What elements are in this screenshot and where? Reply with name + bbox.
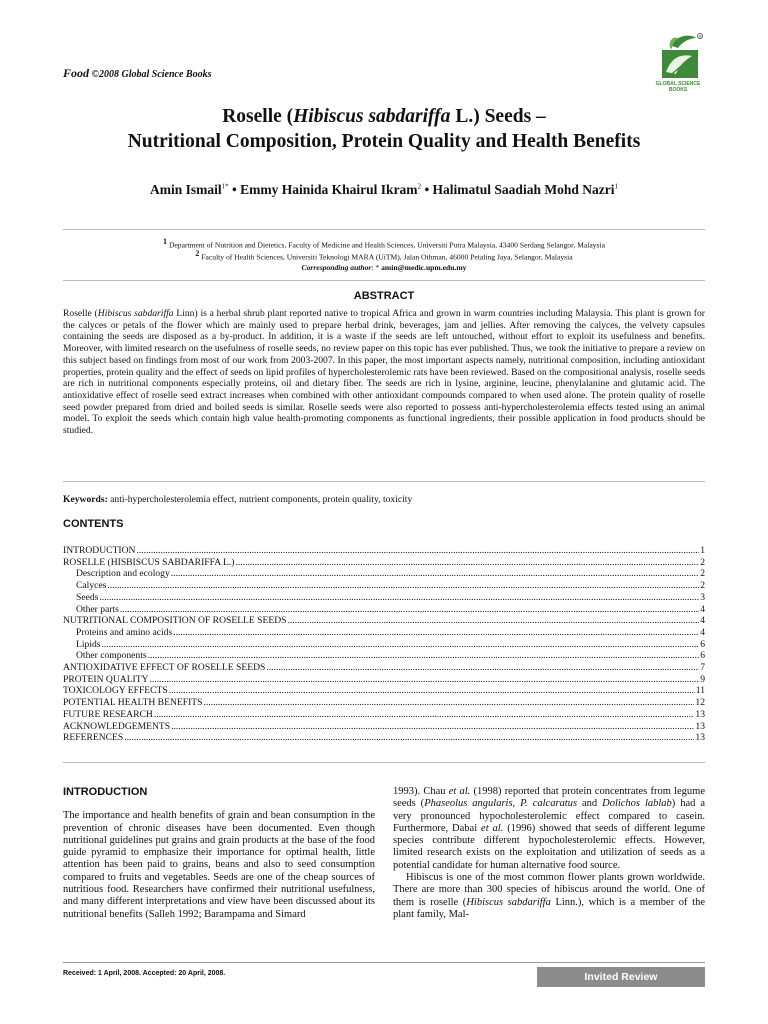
toc-entry[interactable]	[63, 604, 705, 616]
toc-page-number: 13	[695, 732, 705, 744]
publisher-logo	[652, 32, 704, 98]
toc-entry[interactable]	[63, 674, 705, 686]
toc-page-number: 4	[700, 626, 705, 638]
keywords: Keywords: anti-hypercholesterolemia effect, nutrient components, protein quality, toxicity	[63, 494, 413, 505]
toc-leader	[107, 580, 699, 592]
toc-entry[interactable]	[63, 592, 705, 604]
author-sup: 1	[614, 182, 618, 191]
toc-page-number: 11	[695, 685, 705, 697]
separator: •	[421, 182, 433, 197]
toc-entry[interactable]	[63, 697, 705, 709]
author: Halimatul Saadiah Mohd Nazri	[432, 182, 615, 197]
separator: •	[228, 182, 241, 197]
toc-leader	[266, 662, 699, 674]
copyright: ©2008 Global Science Books	[91, 69, 212, 80]
toc-leader	[154, 709, 695, 721]
toc-leader	[124, 732, 694, 744]
toc-entry[interactable]	[63, 639, 705, 651]
divider	[63, 762, 705, 763]
toc-leader	[99, 592, 699, 604]
toc-label: PROTEIN QUALITY	[63, 673, 149, 685]
toc-entry[interactable]	[63, 662, 705, 674]
affiliation: $^1$ Department of Nutrition and Dietetics, Faculty of Medicine and Health Sciences, Universiti Putra Malaysia, 43400 Serdang Selangor, Malaysia	[163, 237, 605, 250]
toc-page-number: 2	[700, 556, 705, 568]
toc-label: REFERENCES	[63, 732, 124, 744]
toc-leader	[171, 568, 699, 580]
toc-page-number: 7	[700, 662, 705, 674]
received-dates: Received: 1 April, 2008. Accepted: 20 April, 2008.	[63, 970, 226, 977]
journal-header	[63, 66, 211, 81]
invited-review-badge: Invited Review	[537, 967, 705, 987]
toc-label: Description and ecology	[76, 568, 170, 580]
toc-entry[interactable]	[63, 568, 705, 580]
toc-leader	[120, 604, 699, 616]
toc-page-number: 2	[700, 580, 705, 592]
svg-text:R: R	[698, 34, 702, 39]
toc-leader	[148, 650, 700, 662]
toc-leader	[169, 685, 695, 697]
toc-page-number: 6	[700, 650, 705, 662]
toc-label: FUTURE RESEARCH	[63, 708, 153, 720]
intro-paragraph: 1993). Chau et al. (1998) reported that protein concentrates from legume seeds (Phaseolus angularis, P. calcaratus and Dolichos lablab) had a very pronounced hypocholesterolemic effect compared to casein. Furthermore, Dabai et al. (1996) showed that seeds of different legume species contribute different hypocholesterolemic effects. However, limited research exists on the exploitation and utilization of seeds as a potential candidate for human alternative food source.	[393, 786, 705, 871]
toc-leader	[235, 557, 699, 569]
intro-column-right	[393, 786, 705, 921]
toc-entry[interactable]	[63, 732, 705, 744]
toc-label: Calyces	[76, 580, 107, 592]
divider	[63, 229, 705, 230]
toc-label: INTRODUCTION	[63, 545, 136, 556]
divider	[63, 280, 705, 281]
logo-text: GLOBAL SCIENCE BOOKS	[655, 81, 701, 93]
toc-label: ACKNOWLEDGEMENTS	[63, 720, 171, 732]
intro-paragraph: Hibiscus is one of the most common flower plants grown worldwide. There are more than 300 species of hibiscus around the world. One of them is roselle (Hibiscus sabdariffa Linn.), which is a member of the plant family, Mal-	[393, 872, 705, 920]
toc-page-number: 6	[700, 638, 705, 650]
toc-page-number: 12	[695, 697, 705, 709]
toc-entry[interactable]	[63, 627, 705, 639]
abstract-text: Roselle (Hibiscus sabdariffa Linn) is a herbal shrub plant reported native to tropical Africa and grown in warm countries including Malaysia. This plant is grown for the calyces or petals of the flower which are mainly used to prepare herbal drink, beverages, jam and jellies. After removing the calyces, the velvety capsules containing the seeds are disposed as a by-product. In addition, it is a waste if the seeds are left untouched, without effort to exploit its usefulness and benefits. Moreover, with limited research on the usefulness of roselle seeds, no review paper on this topic has ever published. Thus, we took the initiative to prepare a review on this subject based on findings from most of our work from 2003-2007. In this paper, the most important aspects namely, nutritional composition, including antioxidant properties, protein quality and the effect of seeds on lipid profiles of hypercholesterolemic rats have been reviewed. Based on the compositional analysis, roselle seeds are rich in nutritional components especially proteins, oil and dietary fiber. The seeds are rich in lysine, arginine, leucine, phenylalanine and glutamic acid. The antioxidative effect of roselle seed extract increases when combined with other antioxidant compounds compared to when used alone. The protein quality of roselle seed powder prepared from dried and boiled seeds is similar. Roselle seeds were also reported to possess anti-hypercholesterolemia effects tested using an animal model. To exploit the seeds which contain high value health-promoting components as functional ingredients, their possible application in food products should be studied.	[63, 308, 705, 437]
divider	[63, 481, 705, 482]
journal-name: Food	[63, 66, 90, 80]
toc-label: Other parts	[76, 603, 119, 615]
author-sup: 1*	[221, 182, 229, 191]
email-link[interactable]: amin@medic.upm.edu.my	[381, 263, 467, 272]
author: Amin Ismail	[150, 182, 222, 197]
toc-leader	[173, 627, 699, 639]
toc-leader	[288, 615, 700, 627]
toc-entry[interactable]	[63, 580, 705, 592]
toc-label: Seeds	[76, 591, 99, 603]
toc-label: Other components	[76, 650, 147, 662]
toc-label: NUTRITIONAL COMPOSITION OF ROSELLE SEEDS	[63, 615, 287, 627]
toc-leader	[136, 545, 699, 557]
table-of-contents	[63, 545, 705, 744]
page-title	[40, 104, 728, 154]
toc-page-number: 9	[700, 673, 705, 685]
toc-entry[interactable]	[63, 650, 705, 662]
corresponding-author: Corresponding author: * amin@medic.upm.edu.my	[301, 263, 467, 272]
toc-leader	[171, 721, 694, 733]
toc-entry[interactable]	[63, 721, 705, 733]
toc-label: TOXICOLOGY EFFECTS	[63, 685, 168, 697]
toc-label: POTENTIAL HEALTH BENEFITS	[63, 697, 203, 709]
divider	[63, 962, 705, 963]
toc-page-number: 1	[700, 545, 705, 556]
author: Emmy Hainida Khairul Ikram	[240, 182, 418, 197]
affiliation: $^2$ Faculty of Health Sciences, Universiti Teknologi MARA (UiTM), Jalan Othman, 46000 Petaling Jaya, Selangor, Malaysia	[195, 249, 573, 262]
toc-leader	[203, 697, 694, 709]
toc-page-number: 4	[700, 615, 705, 627]
toc-page-number: 13	[695, 708, 705, 720]
contents-heading: CONTENTS	[63, 518, 124, 530]
toc-page-number: 2	[700, 568, 705, 580]
toc-entry[interactable]	[63, 709, 705, 721]
toc-leader	[102, 639, 700, 651]
intro-paragraph: The importance and health benefits of grain and bean consumption in the prevention of chronic diseases have been documented. Even though nutritional guidelines put grains and grain products at the base of the food guide pyramid to emphasize their importance for optimal health, little attention has been paid to grains, beans and also to seed consumption compared to fruits and vegetables. Seeds are one of the cheap sources of nutritious food. Researchers have confirmed their nutritional usefulness, and many different interpretations and view have been discussed about its nutritional benefits (Salleh 1992; Barampama and Simard	[63, 810, 375, 920]
toc-label: ANTIOXIDATIVE EFFECT OF ROSELLE SEEDS	[63, 662, 266, 674]
toc-label: ROSELLE (HISBISCUS SABDARIFFA L.)	[63, 556, 235, 568]
toc-entry[interactable]	[63, 545, 705, 557]
title-line-1: Roselle (Hibiscus sabdariffa L.) Seeds –	[222, 106, 546, 127]
toc-entry[interactable]	[63, 615, 705, 627]
toc-page-number: 4	[700, 603, 705, 615]
toc-label: Lipids	[76, 638, 101, 650]
abstract-heading: ABSTRACT	[353, 290, 415, 302]
toc-page-number: 3	[700, 591, 705, 603]
toc-label: Proteins and amino acids	[76, 626, 173, 638]
author-list	[40, 182, 728, 198]
intro-heading: INTRODUCTION	[63, 786, 148, 798]
author-sup: 2	[417, 182, 422, 191]
toc-entry[interactable]	[63, 557, 705, 569]
toc-entry[interactable]	[63, 685, 705, 697]
intro-column-left	[63, 786, 375, 921]
title-line-2: Nutritional Composition, Protein Quality and Health Benefits	[127, 131, 641, 152]
toc-leader	[150, 674, 700, 686]
toc-page-number: 13	[695, 720, 705, 732]
